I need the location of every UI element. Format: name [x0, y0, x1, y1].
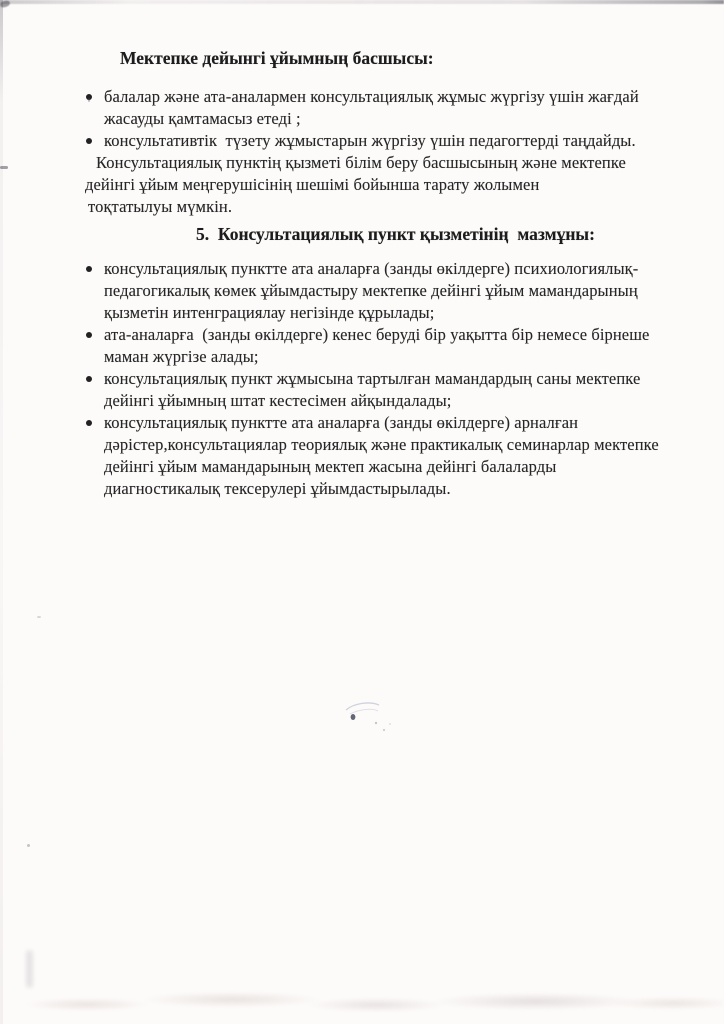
text-line: консультациялық пунктте ата аналарға (занды өкілдерге) арналған: [104, 413, 579, 432]
list-item: [86, 258, 724, 324]
scan-speck: [27, 844, 30, 847]
scan-speck: [37, 616, 41, 618]
list-item: [86, 130, 724, 218]
bullet-list-point-content: [0, 258, 724, 500]
bullet-icon: [86, 332, 92, 338]
list-item: [86, 86, 724, 130]
bullet-icon: [86, 266, 92, 272]
section-heading-point-content: 5. Консультациялық пункт қызметінің мазмұны:: [196, 224, 595, 244]
list-item: [86, 412, 724, 500]
text-line: педагогикалық көмек ұйымдастыру мектепке дейінгі ұйым мамандарының: [104, 281, 638, 300]
bullet-icon: [86, 94, 92, 100]
text-line: тоқтатылуы мүмкін.: [88, 197, 233, 216]
pencil-smudge: [332, 694, 402, 738]
text-line: жасауды қамтамасыз етеді ;: [104, 109, 301, 128]
bullet-icon: [86, 376, 92, 382]
scan-streak: [26, 950, 33, 988]
section-heading-leader: Мектепке дейынгі ұйымның басшысы:: [120, 48, 434, 68]
text-line: қызметін интенграциялау негізінде құрылады;: [104, 303, 435, 322]
bullet-icon: [86, 420, 92, 426]
text-line: диагностикалық тексерулері ұйымдастырылады.: [104, 479, 451, 498]
text-line: дейінгі ұйым мамандарының мектеп жасына дейінгі балаларды: [104, 457, 557, 476]
list-item-text: [104, 368, 724, 412]
list-item: [86, 368, 724, 412]
list-item-text: [104, 412, 724, 500]
bullet-icon: [86, 138, 92, 144]
text-line: Консультациялық пунктің қызметі білім беру басшысының және мектепке: [96, 153, 626, 172]
text-line: дейінгі ұйымның штат кестесімен айқындалады;: [104, 391, 452, 410]
text-line: консультативтік түзету жұмыстарын жүргізу үшін педагогтерді таңдайды.: [104, 131, 636, 150]
scan-corner-mark: [0, 0, 11, 8]
list-item-text: [85, 130, 724, 218]
text-line: консультациялық пункт жұмысына тартылған мамандардың саны мектепке: [104, 369, 641, 388]
list-item-text: [104, 86, 724, 130]
scan-bottom-band: [0, 990, 724, 1014]
text-line: консультациялық пунктте ата аналарға (занды өкілдерге) психиологиялық-: [104, 259, 639, 278]
list-item-text: [104, 324, 724, 368]
scan-edge-top: [0, 0, 724, 4]
text-line: дәрістер,консультациялар теориялық және практикалық семинарлар мектепке: [104, 435, 659, 454]
text-line: ата-аналарға (занды өкілдерге) кенес беруді бір уақытта бір немесе бірнеше: [104, 325, 650, 344]
text-line: маман жүргізе алады;: [104, 347, 259, 366]
text-line: балалар және ата-аналармен консультациялық жұмыс жүргізу үшін жағдай: [104, 87, 639, 106]
bullet-list-leader-duties: [0, 86, 724, 218]
list-item: [86, 324, 724, 368]
list-item-text: [104, 258, 724, 324]
text-line: дейінгі ұйым меңгерушісінің шешімі бойынша тарату жолымен: [85, 175, 540, 194]
